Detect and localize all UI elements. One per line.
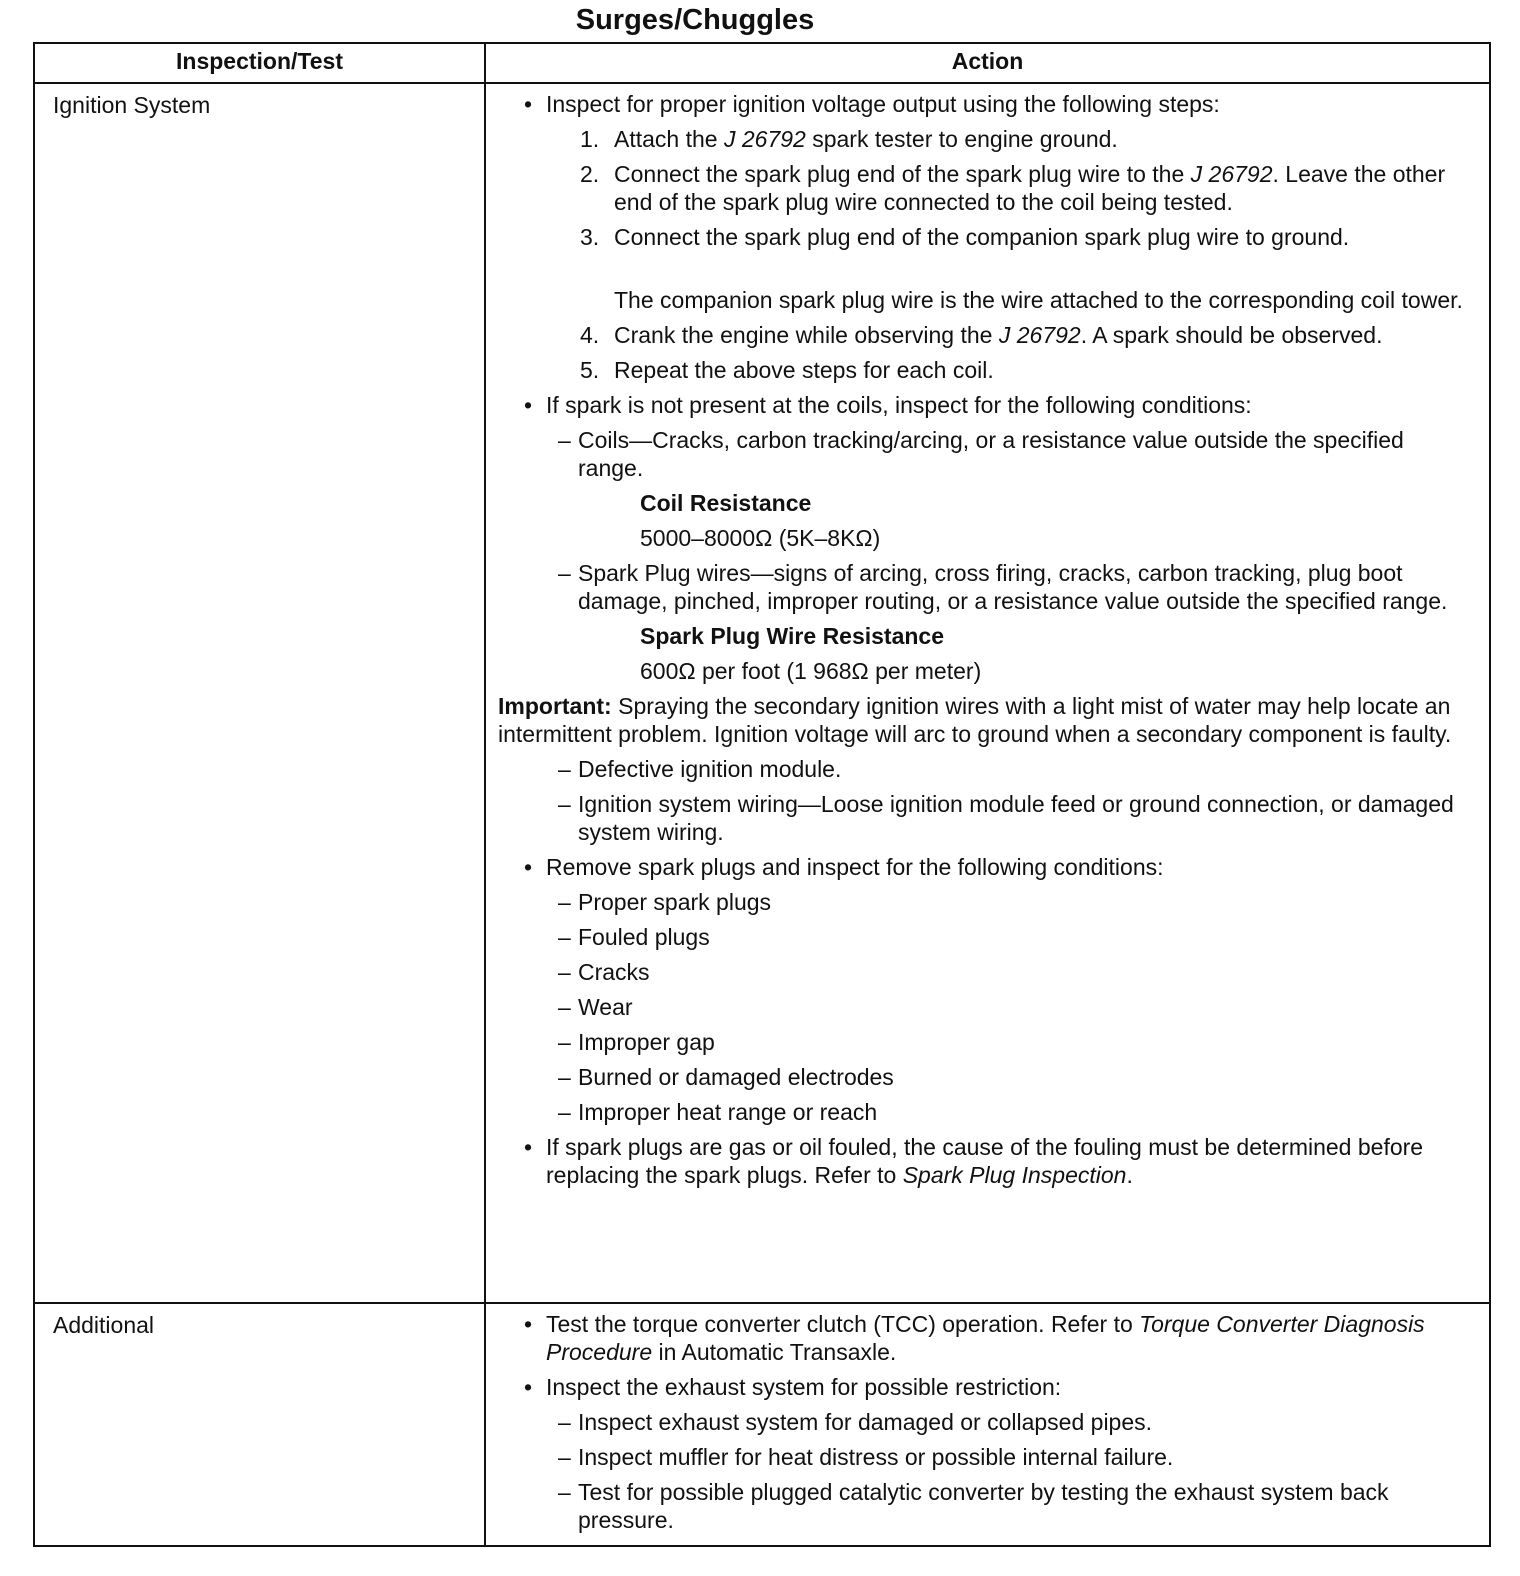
dash-item: – Improper heat range or reach [498,1098,1473,1126]
important-note [498,692,1473,748]
procedure-reference: Torque Converter Diagnosis Procedure [546,1311,1425,1365]
important-label: Important: [498,693,612,719]
step-text: Connect the spark plug end of the spark plug wire to the [614,161,1191,187]
table-row [34,1303,1490,1546]
dash-item: – Spark Plug wires—signs of arcing, cross firing, cracks, carbon tracking, plug boot damage, pinched, improper routing, or a resistance value outside the specified range. [498,559,1473,615]
bullet-text: Test the torque converter clutch (TCC) operation. Refer to [546,1311,1140,1337]
dash-item: – Wear [498,993,1473,1021]
step-text: Connect the spark plug end of the companion spark plug wire to ground. [614,224,1350,250]
step-item [498,321,1473,349]
dash-item: – Ignition system wiring—Loose ignition module feed or ground connection, or damaged system wiring. [498,790,1473,846]
table-header-row [34,43,1490,83]
dash-item: – Improper gap [498,1028,1473,1056]
step-text: spark tester to engine ground. [805,126,1118,152]
additional-actions [485,1303,1490,1546]
dash-item: – Inspect exhaust system for damaged or collapsed pipes. [498,1408,1473,1436]
bullet-text: . [1126,1162,1133,1188]
important-text: Spraying the secondary ignition wires with a light mist of water may help locate an intermittent problem. Ignition voltage will arc to ground when a secondary component is faulty. [498,693,1452,747]
bullet-item [498,1310,1473,1366]
step-text: . A spark should be observed. [1080,322,1383,348]
bullet-item: • Inspect for proper ignition voltage output using the following steps: [498,90,1473,118]
column-header-action: Action [485,43,1490,83]
bullet-text: If spark plugs are gas or oil fouled, the cause of the fouling must be determined before replacing the spark plugs. Refer to [546,1134,1424,1188]
step-number: 3. [580,224,600,250]
ignition-actions [485,83,1490,1303]
step-text: Attach the [614,126,724,152]
step-text: . Leave the other end of the spark plug wire connected to the coil being tested. [614,161,1446,215]
spec-value: 600Ω per foot (1 968Ω per meter) [640,658,982,684]
dash-item: – Burned or damaged electrodes [498,1063,1473,1091]
dash-item: – Test for possible plugged catalytic converter by testing the exhaust system back pressure. [498,1478,1473,1534]
procedure-reference: Spark Plug Inspection [902,1162,1127,1188]
dash-item: – Defective ignition module. [498,755,1473,783]
step-note: The companion spark plug wire is the wire attached to the corresponding coil tower. [614,287,1463,313]
step-text: Crank the engine while observing the [614,322,999,348]
bullet-item: • Remove spark plugs and inspect for the following conditions: [498,853,1473,881]
tool-reference: J 26792 [998,322,1081,348]
dash-item: – Proper spark plugs [498,888,1473,916]
step-item [498,160,1473,216]
row-label-ignition: Ignition System [34,83,485,1303]
tool-reference: J 26792 [1190,161,1273,187]
dash-item: – Coils—Cracks, carbon tracking/arcing, or a resistance value outside the specified range. [498,426,1473,482]
dash-item: – Inspect muffler for heat distress or possible internal failure. [498,1443,1473,1471]
step-item [498,223,1473,251]
step-item [498,356,1473,384]
bullet-text: in Automatic Transaxle. [652,1339,897,1365]
step-text: Repeat the above steps for each coil. [614,357,994,383]
diagnosis-table [33,42,1491,1547]
bullet-item [498,1133,1473,1189]
step-number: 2. [580,161,600,187]
tool-reference: J 26792 [723,126,806,152]
table-row [34,83,1490,1303]
bullet-item: • Inspect the exhaust system for possible restriction: [498,1373,1473,1401]
row-label-additional: Additional [34,1303,485,1546]
spec-value: 5000–8000Ω (5K–8KΩ) [640,525,881,551]
step-number: 5. [580,357,600,383]
step-number: 4. [580,322,600,348]
step-number: 1. [580,126,600,152]
page-title: Surges/Chuggles [575,4,815,36]
spec-title: Spark Plug Wire Resistance [640,623,945,649]
column-header-inspection: Inspection/Test [34,43,485,83]
dash-item: – Cracks [498,958,1473,986]
spec-title: Coil Resistance [640,490,812,516]
dash-item: – Fouled plugs [498,923,1473,951]
step-item [498,125,1473,153]
bullet-item: • If spark is not present at the coils, inspect for the following conditions: [498,391,1473,419]
